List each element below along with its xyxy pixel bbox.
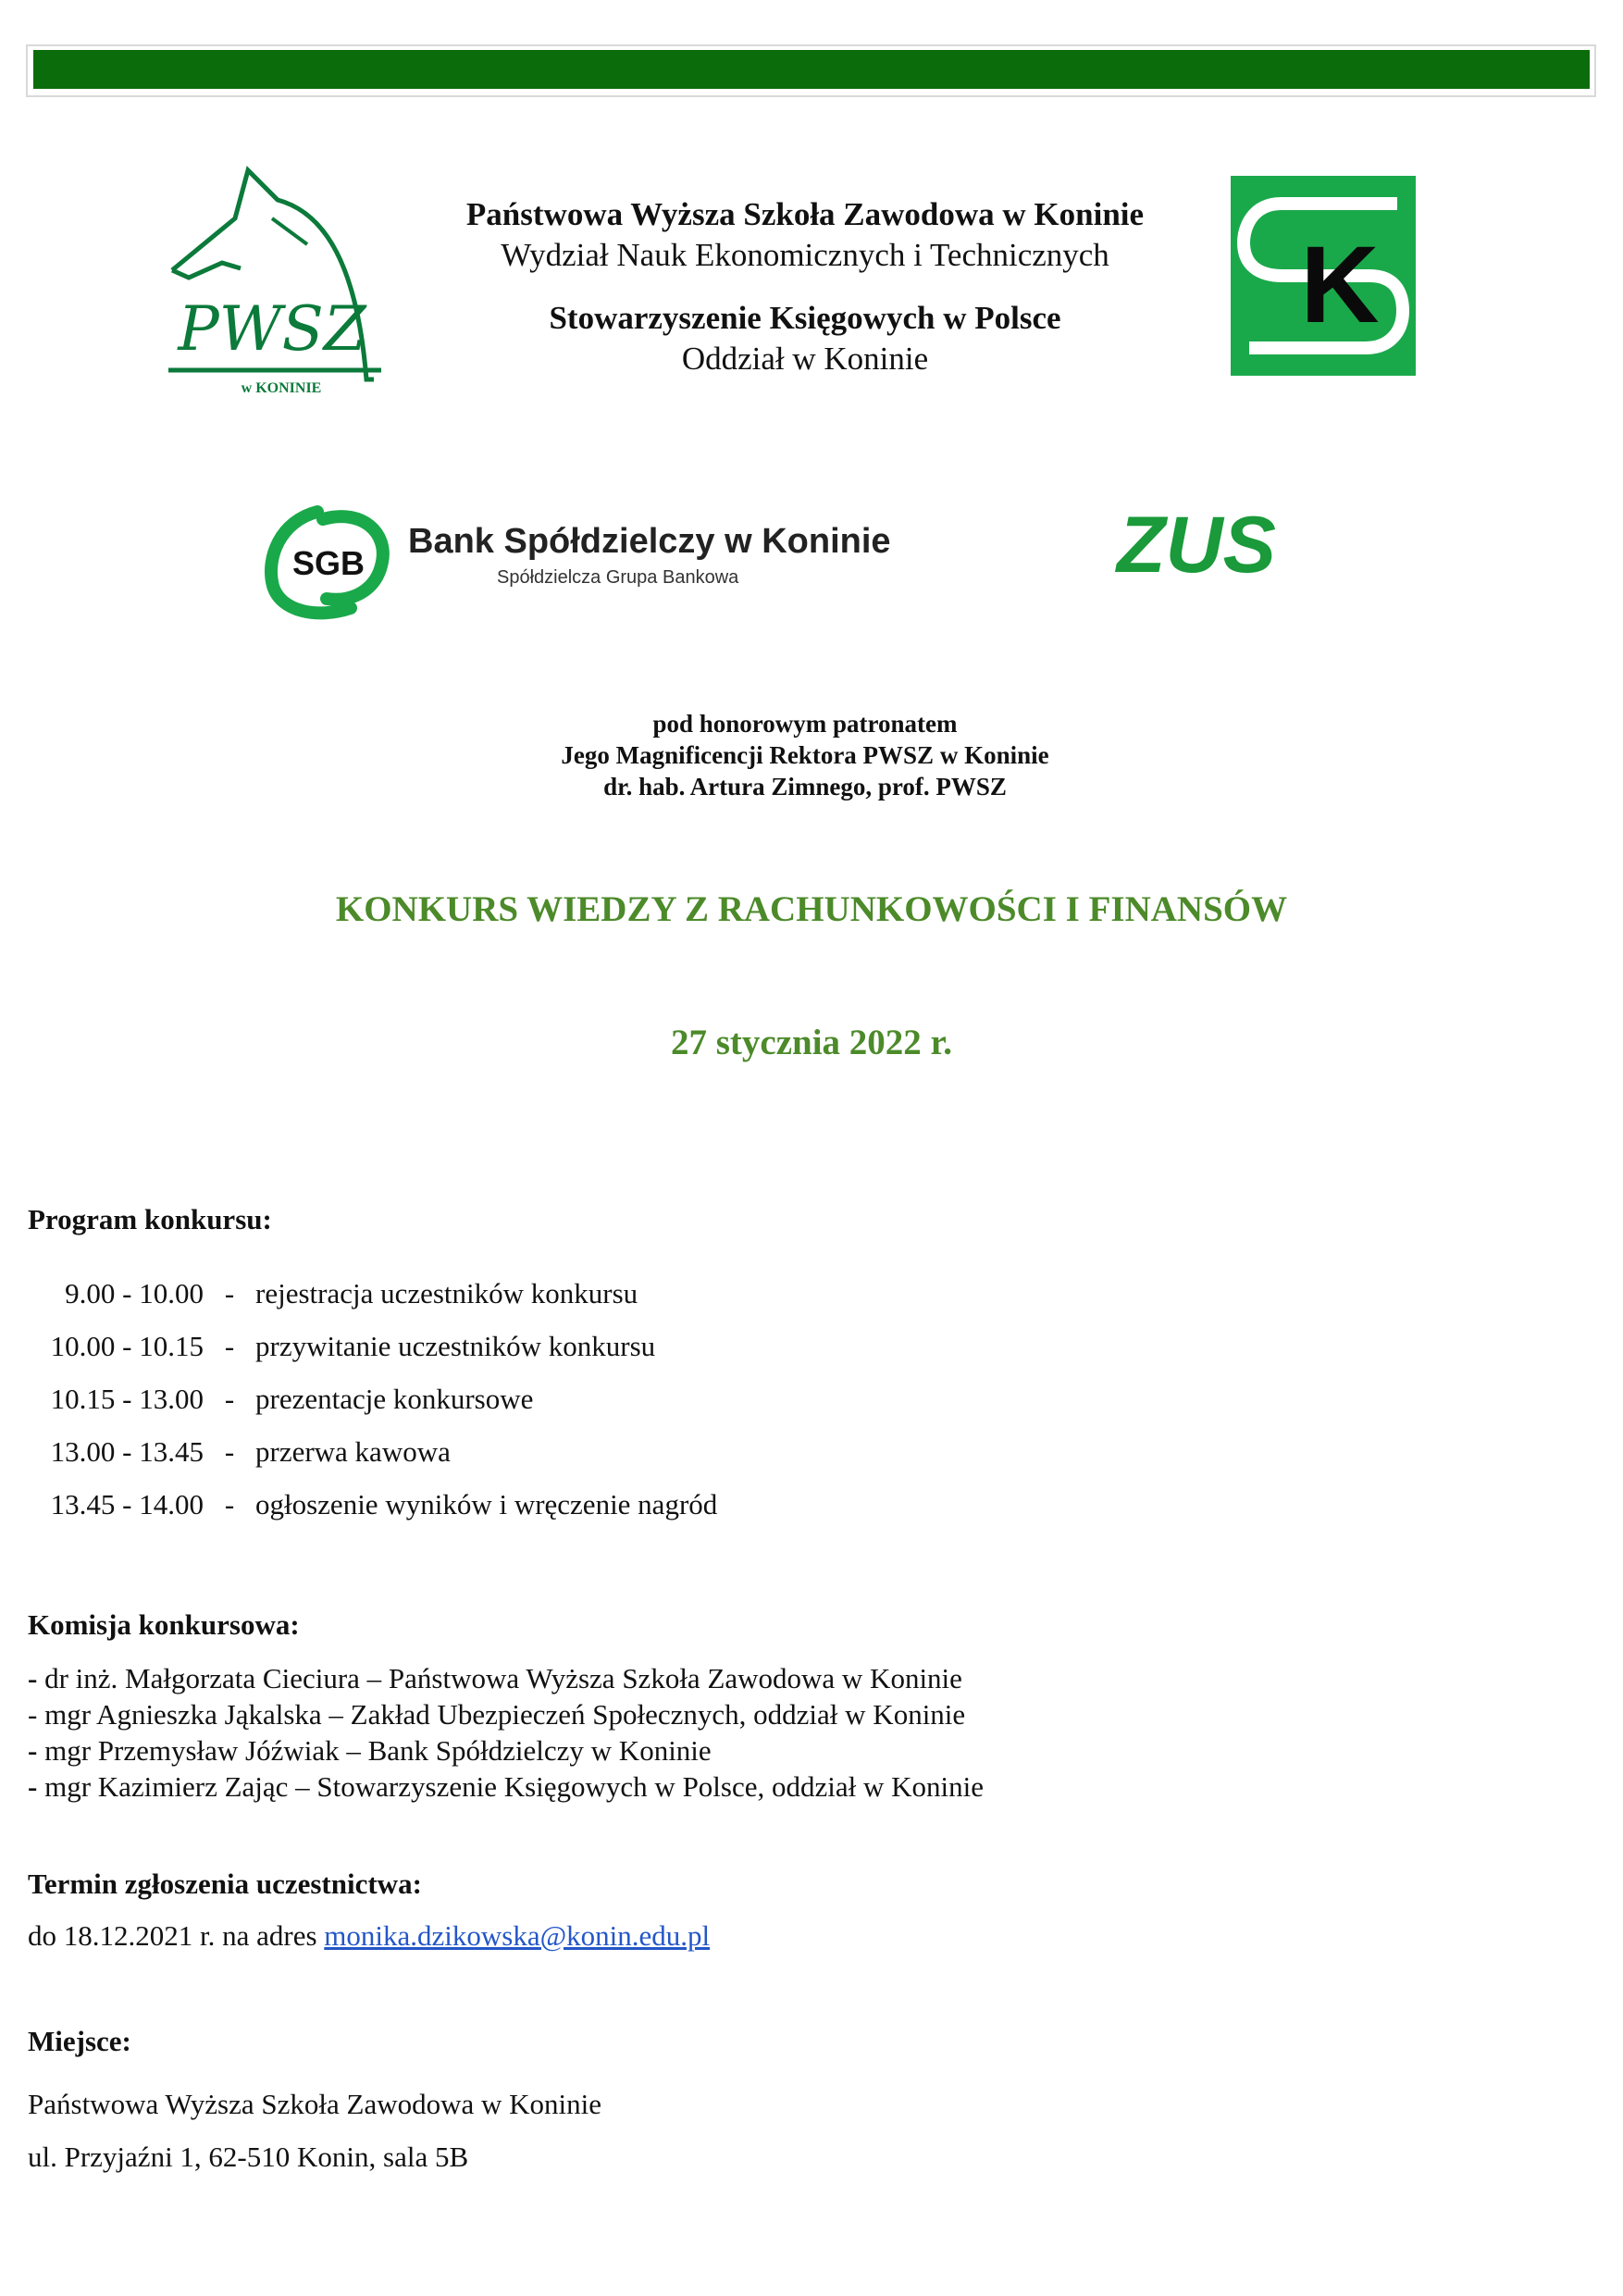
place-line-2: ul. Przyjaźni 1, 62-510 Konin, sala 5B — [28, 2141, 469, 2173]
org2-name: Stowarzyszenie Księgowych w Polsce — [549, 300, 1061, 336]
schedule-activity: prezentacje konkursowe — [255, 1383, 534, 1415]
commission-list — [28, 1660, 984, 1805]
zus-logo — [1117, 500, 1276, 590]
patronage-line-3: dr. hab. Artura Zimnego, prof. PWSZ — [603, 773, 1007, 800]
schedule-activity: rejestracja uczestników konkursu — [255, 1277, 638, 1309]
schedule-time: 9.00 - 10.00 — [65, 1277, 204, 1309]
schedule-row: 13.00 - 13.45 - przerwa kawowa — [28, 1435, 717, 1488]
sk-emblem-icon — [1231, 176, 1416, 376]
commission-heading: Komisja konkursowa: — [28, 1608, 300, 1641]
schedule-time: 10.00 - 10.15 — [50, 1330, 204, 1362]
patronage-line-1: pod honorowym patronatem — [652, 710, 958, 738]
place-address — [28, 2078, 601, 2183]
deadline-heading: Termin zgłoszenia uczestnictwa: — [28, 1868, 422, 1900]
org1-name: Państwowa Wyższa Szkoła Zawodowa w Koninie — [465, 196, 1145, 232]
contest-date: 27 stycznia 2022 r. — [670, 1023, 953, 1062]
sgb-badge-text: SGB — [291, 544, 365, 582]
top-green-banner — [33, 50, 1590, 89]
schedule-activity: ogłoszenie wyników i wręczenie nagród — [255, 1488, 718, 1520]
commission-member: - mgr Agnieszka Jąkalska – Zakład Ubezpieczeń Społecznych, oddział w Koninie — [28, 1698, 966, 1731]
program-heading: Program konkursu: — [28, 1203, 272, 1235]
pwsz-logo-subtext: w KONINIE — [241, 380, 322, 396]
schedule-row: 9.00 - 10.00 - rejestracja uczestników konkursu — [28, 1277, 717, 1330]
contest-title: KONKURS WIEDZY Z RACHUNKOWOŚCI I FINANSÓW — [335, 889, 1288, 929]
place-heading: Miejsce: — [28, 2025, 131, 2057]
schedule-row: 13.45 - 14.00 - ogłoszenie wyników i wręczenie nagród — [28, 1488, 717, 1541]
schedule-time: 13.00 - 13.45 — [50, 1435, 204, 1468]
schedule-activity: przerwa kawowa — [255, 1435, 451, 1468]
contact-email-link[interactable]: monika.dzikowska@konin.edu.pl — [324, 1919, 711, 1952]
place-line-1: Państwowa Wyższa Szkoła Zawodowa w Koninie — [28, 2088, 601, 2120]
commission-member: - mgr Kazimierz Zając – Stowarzyszenie Księgowych w Polsce, oddział w Koninie — [28, 1770, 985, 1803]
ks-logo — [1231, 176, 1416, 376]
commission-member: - mgr Przemysław Jóźwiak – Bank Spółdzielczy w Koninie — [28, 1734, 712, 1767]
zus-logo-text: ZUS — [1117, 501, 1276, 590]
org2-department: Oddział w Koninie — [681, 341, 929, 377]
deadline-text — [28, 1919, 710, 1953]
patronage-line-2: Jego Magnificencji Rektora PWSZ w Koninie — [561, 741, 1049, 769]
schedule-time: 13.45 - 14.00 — [50, 1488, 204, 1520]
pwsz-logo — [163, 165, 392, 396]
schedule-row: 10.15 - 13.00 - prezentacje konkursowe — [28, 1383, 717, 1435]
pwsz-logo-text: PWSZ — [178, 293, 366, 365]
patronage-block — [398, 708, 1212, 802]
deadline-prefix: do 18.12.2021 r. na adres — [28, 1919, 325, 1952]
ks-logo-letter: K — [1300, 224, 1380, 346]
sgb-subtitle: Spółdzielcza Grupa Bankowa — [497, 567, 739, 588]
program-schedule — [28, 1277, 717, 1541]
schedule-activity: przywitanie uczestników konkursu — [255, 1330, 656, 1362]
sgb-logo — [262, 503, 891, 618]
header-organizers — [398, 194, 1212, 379]
schedule-time: 10.15 - 13.00 — [50, 1383, 204, 1415]
org1-department: Wydział Nauk Ekonomicznych i Technicznych — [501, 237, 1109, 273]
schedule-row: 10.00 - 10.15 - przywitanie uczestników konkursu — [28, 1330, 717, 1383]
sgb-bank-name: Bank Spółdzielczy w Koninie — [408, 522, 891, 561]
horse-head-icon — [163, 165, 392, 396]
commission-member: - dr inż. Małgorzata Cieciura – Państwowa Wyższa Szkoła Zawodowa w Koninie — [28, 1662, 962, 1694]
